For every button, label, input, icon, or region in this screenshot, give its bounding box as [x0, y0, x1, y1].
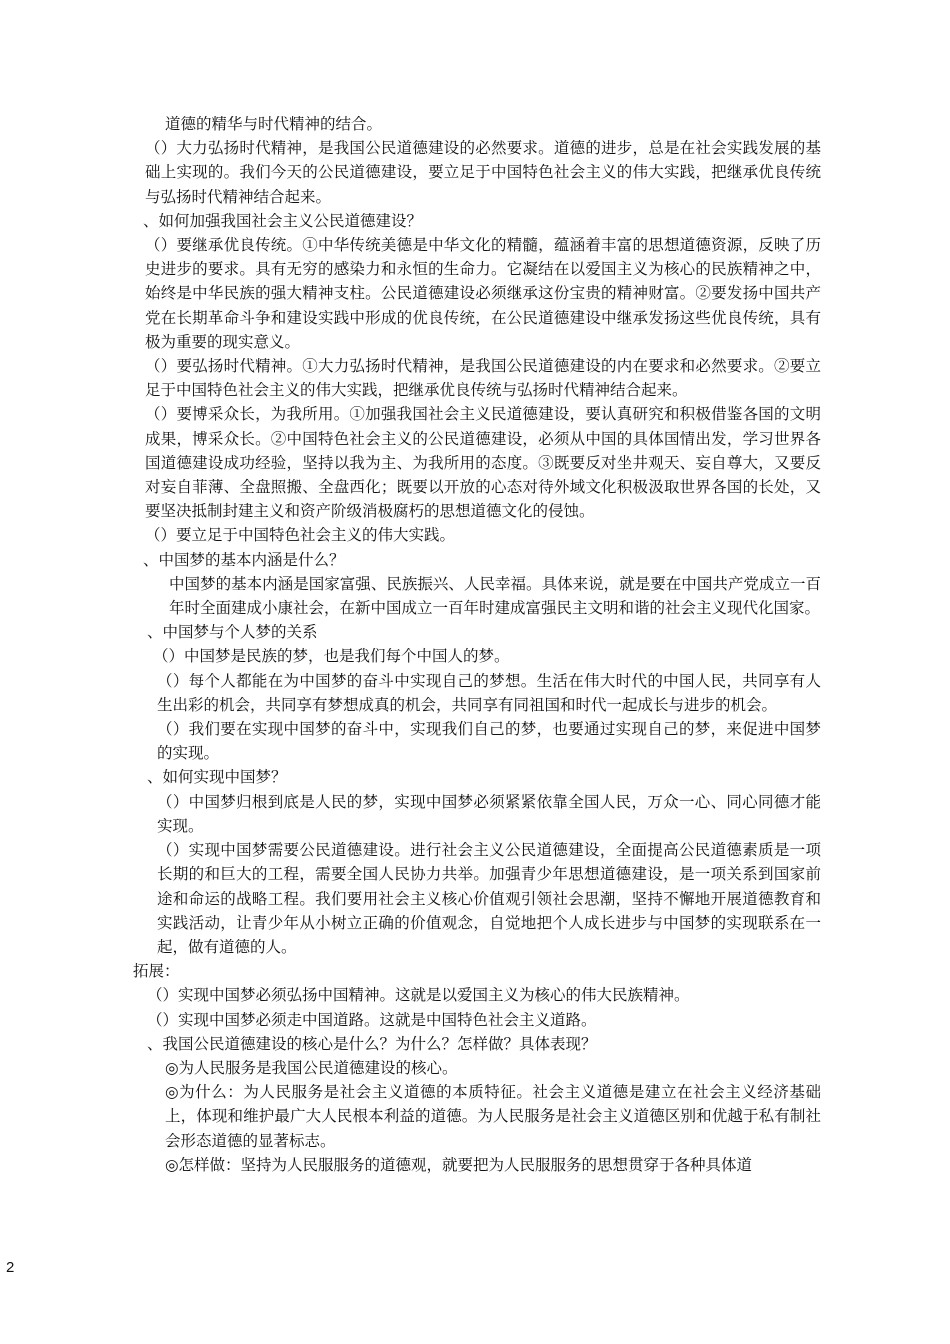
page-number: 2: [6, 1259, 15, 1276]
paragraph: （）实现中国梦需要公民道德建设。进行社会主义公民道德建设，全面提高公民道德素质是一项长期的和巨大的工程，需要全国人民协力共举。加强青少年思想道德建设，是一项关系到国家前途和命运的战略工程。我们要用社会主义核心价值观引领社会思潮，坚持不懈地开展道德教育和实践活动，让青少年从小树立正确的价值观念，自觉地把个人成长进步与中国梦的实现联系在一起，做有道德的人。: [157, 841, 821, 956]
paragraph: （）每个人都能在为中国梦的奋斗中实现自己的梦想。生活在伟大时代的中国人民，共同享有人生出彩的机会，共同享有梦想成真的机会，共同享有同祖国和时代一起成长与进步的机会。: [157, 671, 821, 714]
paragraph: （）实现中国梦必须走中国道路。这就是中国特色社会主义道路。: [147, 1010, 597, 1029]
extension-label: 拓展：: [133, 962, 180, 981]
section-heading: 、如何实现中国梦？: [147, 768, 287, 787]
paragraph: （）我们要在实现中国梦的奋斗中，实现我们自己的梦，也要通过实现自己的梦，来促进中国梦的实现。: [157, 720, 821, 763]
paragraph: ◎怎样做：坚持为人民服服务的道德观，就要把为人民服服务的思想贯穿于各种具体道: [165, 1155, 753, 1174]
document-body: [133, 112, 821, 1177]
paragraph: （）实现中国梦必须弘扬中国精神。这就是以爱国主义为核心的伟大民族精神。: [147, 986, 690, 1005]
paragraph: 中国梦的基本内涵是国家富强、民族振兴、人民幸福。具体来说，就是要在中国共产党成立一百年时全面建成小康社会，在新中国成立一百年时建成富强民主文明和谐的社会主义现代化国家。: [169, 574, 821, 618]
section-heading: 、如何加强我国社会主义公民道德建设？: [143, 211, 423, 230]
section-heading: 、中国梦与个人梦的关系: [147, 623, 318, 642]
section-heading: 、中国梦的基本内涵是什么？: [143, 550, 345, 569]
paragraph: （）中国梦归根到底是人民的梦，实现中国梦必须紧紧依靠全国人民，万众一心、同心同德才能实现。: [157, 792, 821, 835]
section-heading: 、我国公民道德建设的核心是什么？为什么？怎样做？具体表现？: [147, 1034, 597, 1053]
paragraph: （）中国梦是民族的梦，也是我们每个中国人的梦。: [153, 647, 510, 666]
paragraph: （）要继承优良传统。①中华传统美德是中华文化的精髓，蕴涵着丰富的思想道德资源，反映了历史进步的要求。具有无穷的感染力和永恒的生命力。它凝结在以爱国主义为核心的民族精神之中，始终是中华民族的强大精神支柱。公民道德建设必须继承这份宝贵的精神财富。②要发扬中国共产党在长期革命斗争和建设实践中形成的优良传统，在公民道德建设中继承发扬这些优良传统，具有极为重要的现实意义。: [145, 236, 821, 351]
paragraph: ◎为什么：为人民服务是社会主义道德的本质特征。社会主义道德是建立在社会主义经济基础上，体现和维护最广大人民根本利益的道德。为人民服务是社会主义道德区别和优越于私有制社会形态道德的显著标志。: [165, 1083, 821, 1150]
paragraph: （）要立足于中国特色社会主义的伟大实践。: [145, 526, 456, 545]
paragraph: （）大力弘扬时代精神，是我国公民道德建设的必然要求。道德的进步，总是在社会实践发展的基础上实现的。我们今天的公民道德建设，要立足于中国特色社会主义的伟大实践，把继承优良传统与弘扬时代精神结合起来。: [145, 139, 821, 206]
paragraph: （）要弘扬时代精神。①大力弘扬时代精神，是我国公民道德建设的内在要求和必然要求。②要立足于中国特色社会主义的伟大实践，把继承优良传统与弘扬时代精神结合起来。: [145, 357, 821, 400]
paragraph: 道德的精华与时代精神的结合。: [165, 115, 383, 133]
paragraph: （）要博采众长，为我所用。①加强我国社会主义民道德建设，要认真研究和积极借鉴各国的文明成果，博采众长。②中国特色社会主义的公民道德建设，必须从中国的具体国情出发，学习世界各国道德建设成功经验，坚持以我为主、为我所用的态度。③既要反对坐井观天、妄自尊大，又要反对妄自菲薄、全盘照搬、全盘西化；既要以开放的心态对待外域文化积极汲取世界各国的长处，又要坚决抵制封建主义和资产阶级消极腐朽的思想道德文化的侵蚀。: [145, 405, 821, 521]
paragraph: ◎为人民服务是我国公民道德建设的核心。: [165, 1058, 458, 1077]
